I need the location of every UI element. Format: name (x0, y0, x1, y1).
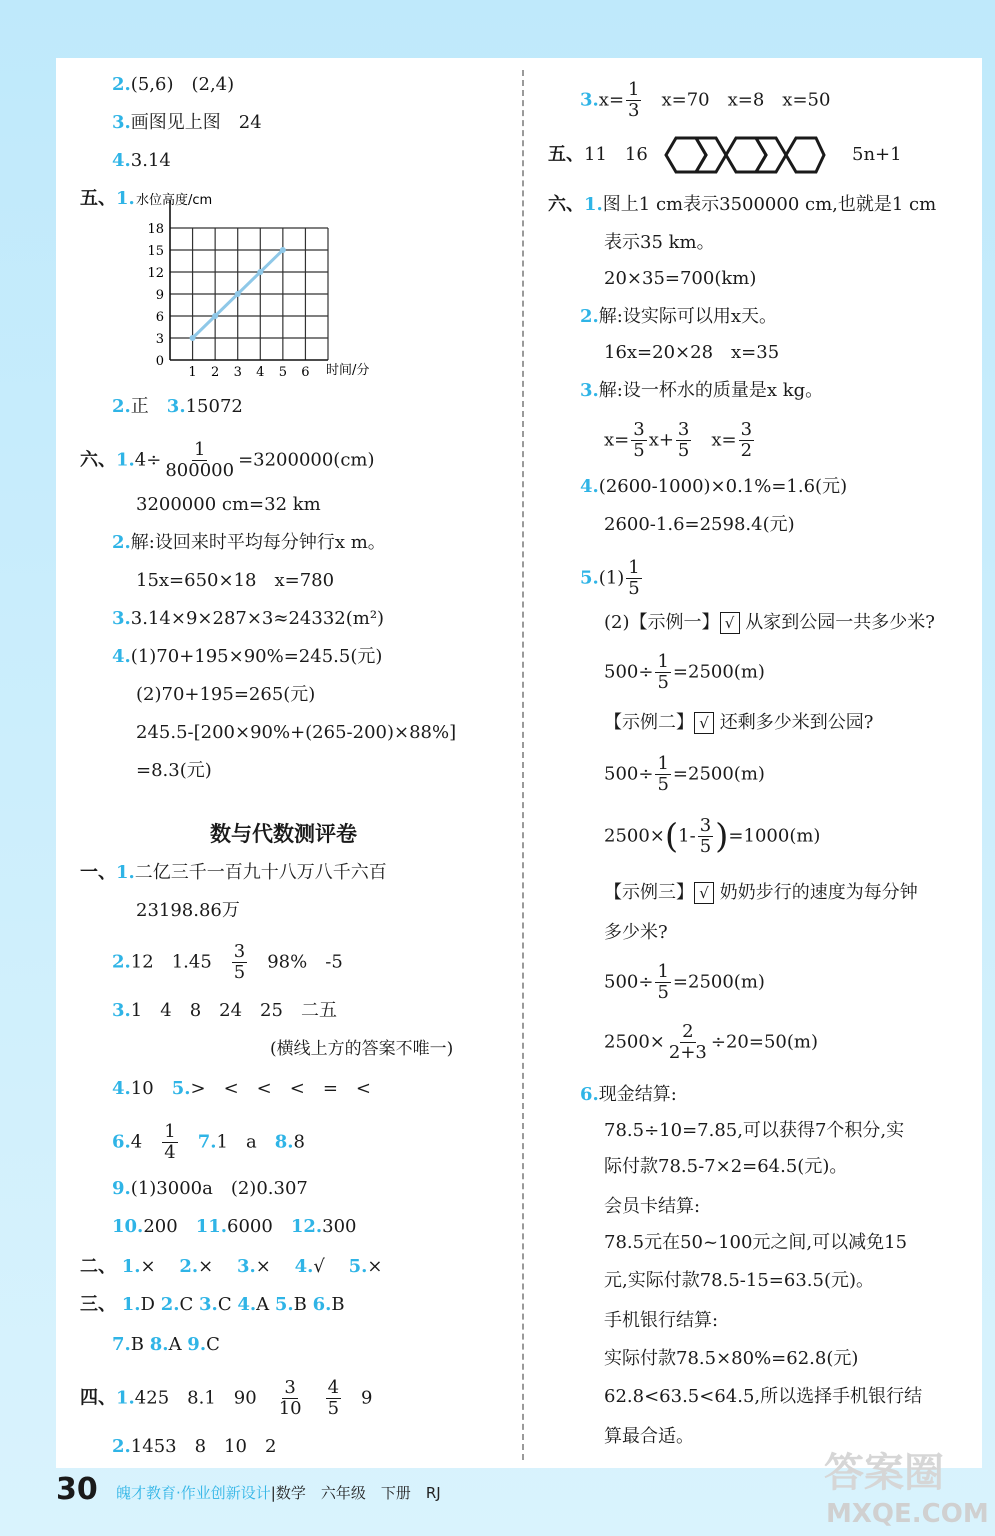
right-line-20 (604, 962, 765, 1003)
x-tick-label: 1 (188, 365, 197, 380)
item-number: 3. (199, 1294, 218, 1315)
denominator: 5 (699, 836, 712, 857)
footer-brand: 魄才教育·作业创新设计 (116, 1484, 271, 1502)
answer-text: √ (313, 1256, 325, 1277)
x-tick-label: 6 (301, 365, 310, 380)
left-line-26 (112, 1332, 220, 1358)
answer-text: =2500(m) (672, 661, 765, 683)
right-line-31: 算最合适。 (604, 1426, 694, 1447)
right-line-27: 元,实际付款78.5-15=63.5(元)。 (604, 1270, 874, 1291)
checkbox-checked-icon: √ (694, 712, 714, 734)
denominator: 2+3 (668, 1042, 707, 1063)
answer-text: 正 (130, 396, 149, 417)
item-number: 5. (274, 1294, 294, 1315)
answer-text: 9 (361, 1387, 373, 1409)
right-line-22 (580, 1082, 677, 1108)
answer-text: C (206, 1334, 220, 1355)
answer-text: 3.14 (130, 150, 171, 171)
item-number: 8. (149, 1334, 169, 1355)
item-number: 4. (112, 1078, 131, 1099)
item-number: 2. (112, 532, 131, 553)
answer-text: 解:设回来时平均每分钟行x m。 (130, 532, 386, 553)
answer-text: x= (711, 429, 737, 451)
item-number: 2. (112, 74, 131, 95)
numerator: 1 (628, 557, 640, 578)
denominator: 3 (628, 100, 640, 121)
y-tick-label: 12 (147, 266, 164, 281)
numerator: 1 (193, 439, 206, 460)
left-line-18 (112, 998, 337, 1024)
answer-text: (2600-1000)×0.1%=1.6(元) (598, 476, 848, 497)
x-tick-label: 4 (256, 365, 265, 380)
left-line-16: 23198.86万 (136, 900, 240, 921)
answer-text: 1 a (216, 1131, 257, 1153)
numerator: 3 (699, 815, 712, 836)
answer-text: 425 8.1 90 (134, 1387, 257, 1409)
item-number: 3. (112, 112, 131, 133)
denominator: 800000 (165, 460, 235, 481)
item-number: 12. (290, 1216, 323, 1237)
fraction (655, 754, 670, 795)
item-number: 4. (237, 1294, 257, 1315)
item-number: 9. (112, 1178, 131, 1199)
fraction (277, 1378, 304, 1419)
left-line-20 (112, 1076, 371, 1102)
answer-text: =1000(m) (728, 825, 821, 847)
right-line-28: 手机银行结算: (604, 1310, 719, 1331)
answer-text: 11 16 (584, 144, 648, 165)
right-line-26: 78.5元在50~100元之间,可以减免15 (604, 1232, 908, 1253)
fraction (667, 1022, 709, 1063)
answer-text: > < < < = < (190, 1078, 371, 1099)
fraction (326, 1378, 341, 1419)
item-number: 3. (112, 608, 131, 629)
right-line-8 (580, 378, 823, 404)
answer-text: 【示例三】 (604, 882, 694, 903)
watermark-url: MXQE.COM (826, 1499, 989, 1529)
section-number: 六、 (80, 449, 116, 471)
answer-text: B (293, 1294, 307, 1315)
answer-text: 1- (678, 825, 696, 847)
item-number: 4. (112, 646, 131, 667)
right-line-18 (604, 880, 918, 906)
close-paren: ) (715, 816, 729, 857)
left-line-23 (112, 1214, 357, 1240)
item-number: 2. (580, 306, 599, 327)
data-point (190, 335, 196, 341)
denominator: 5 (327, 1398, 340, 1419)
item-number: 3. (580, 380, 599, 401)
left-line-28 (112, 1434, 276, 1460)
left-line-22 (112, 1176, 308, 1202)
left-line-21 (112, 1122, 305, 1163)
denominator: 5 (657, 774, 669, 795)
answer-text: =3200000(cm) (238, 449, 375, 471)
answer-text: =2500(m) (672, 763, 765, 785)
right-line-29: 实际付款78.5×80%=62.8(元) (604, 1348, 859, 1369)
left-line-6 (80, 440, 375, 481)
x-tick-label: 2 (211, 365, 220, 380)
answer-text: A (168, 1334, 182, 1355)
item-number: 7. (197, 1131, 217, 1153)
fraction (655, 652, 670, 693)
checkbox-checked-icon: √ (720, 612, 740, 634)
right-line-5: 20×35=700(km) (604, 268, 757, 289)
chart-x-label: 时间/分 (326, 363, 370, 378)
y-tick-label: 6 (155, 310, 164, 325)
answer-text: 奶奶步行的速度为每分钟 (719, 882, 918, 903)
item-number: 3. (580, 89, 599, 111)
answer-text: 二亿三千一百九十八万八千六百 (134, 862, 387, 883)
numerator: 1 (657, 651, 669, 672)
left-line-2 (112, 110, 262, 136)
right-line-6 (580, 304, 777, 330)
denominator: 5 (633, 440, 645, 461)
left-line-15 (80, 860, 387, 886)
item-number: 5. (171, 1078, 191, 1099)
numerator: 3 (677, 419, 690, 440)
section-title: 数与代数测评卷 (210, 822, 357, 846)
left-line-12: (2)70+195=265(元) (136, 684, 316, 705)
item-number: 4. (580, 476, 599, 497)
right-line-15 (604, 710, 873, 736)
denominator: 10 (278, 1398, 302, 1419)
right-line-13 (604, 610, 935, 636)
left-line-19: (横线上方的答案不唯一) (270, 1039, 454, 1059)
watermark-title: 答案圈 (824, 1450, 944, 1496)
footer-separator: | (270, 1484, 276, 1502)
answer-text: 1 4 8 24 25 二五 (130, 1000, 337, 1021)
answer-text: C (217, 1294, 232, 1315)
item-number: 4. (294, 1256, 314, 1277)
denominator: 5 (233, 962, 246, 983)
right-line-24: 际付款78.5-7×2=64.5(元)。 (604, 1156, 848, 1177)
item-number: 6. (112, 1131, 131, 1153)
footer-book-info: 数学 六年级 下册 RJ (275, 1484, 441, 1502)
section-number: 二、 (80, 1256, 116, 1277)
open-paren: ( (664, 816, 679, 857)
answer-text: 500÷ (604, 763, 654, 785)
x-tick-label: 3 (233, 365, 242, 380)
page-number: 30 (56, 1472, 98, 1507)
answer-text: × (255, 1256, 271, 1277)
watermark-logo (800, 1440, 990, 1530)
y-tick-label: 9 (155, 288, 164, 303)
item-number: 2. (160, 1294, 180, 1315)
denominator: 5 (657, 982, 669, 1003)
answer-text: 4 (130, 1131, 143, 1153)
fraction (631, 420, 646, 461)
item-number: 5. (580, 567, 599, 589)
fraction (655, 962, 670, 1003)
numerator: 1 (628, 79, 640, 100)
item-number: 5. (348, 1256, 368, 1277)
x-tick-label: 5 (278, 365, 287, 380)
answer-text: 8 (293, 1131, 305, 1153)
answer-text: 300 (322, 1216, 357, 1237)
item-number: 2. (112, 1436, 131, 1457)
numerator: 2 (682, 1021, 694, 1042)
answer-text: × (198, 1256, 214, 1277)
item-number: 3. (112, 1000, 131, 1021)
left-line-27 (80, 1378, 373, 1419)
answer-text: B (331, 1294, 345, 1315)
right-line-19: 多少米? (604, 922, 668, 943)
answer-text: 98% -5 (267, 951, 343, 973)
answer-text: x= (604, 429, 630, 451)
right-line-12 (580, 558, 644, 599)
left-line-25 (80, 1292, 345, 1318)
item-number: 9. (187, 1334, 207, 1355)
y-tick-label: 0 (155, 354, 164, 369)
numerator: 3 (740, 419, 753, 440)
column-divider (522, 70, 524, 1460)
right-line-2b: 5n+1 (852, 144, 902, 165)
answer-text: 图上1 cm表示3500000 cm,也就是1 cm (602, 194, 937, 215)
answer-text: x= (598, 89, 625, 111)
numerator: 3 (284, 1377, 296, 1398)
left-line-17 (112, 942, 343, 983)
left-line-5 (112, 394, 243, 420)
numerator: 3 (233, 941, 246, 962)
answer-text: 15072 (185, 396, 243, 417)
answer-text: ÷20=50(m) (710, 1031, 818, 1053)
item-number: 11. (195, 1216, 228, 1237)
denominator: 5 (628, 578, 640, 599)
data-point (257, 269, 263, 275)
right-line-21 (604, 1022, 818, 1063)
item-number: 2. (179, 1256, 199, 1277)
data-point (280, 247, 286, 253)
y-tick-label: 18 (147, 222, 164, 237)
right-line-9 (604, 420, 756, 461)
right-line-4: 表示35 km。 (604, 232, 715, 253)
left-line-11 (112, 644, 382, 670)
answer-text: 6000 (227, 1216, 273, 1237)
answer-text: A (256, 1294, 270, 1315)
item-number: 1. (121, 1256, 141, 1277)
item-number: 8. (274, 1131, 294, 1153)
answer-text: 2500× (604, 1031, 665, 1053)
fraction (739, 420, 754, 461)
numerator: 1 (164, 1121, 176, 1142)
left-line-3 (112, 148, 171, 174)
chart-y-label: 水位高度/cm (136, 193, 213, 208)
answer-text: x=70 x=8 x=50 (661, 89, 831, 111)
answer-text: 还剩多少米到公园? (719, 712, 874, 733)
answer-text: 200 (143, 1216, 178, 1237)
data-point (212, 313, 218, 319)
answer-text: (1) (598, 567, 625, 589)
answer-text: 现金结算: (598, 1084, 677, 1105)
fraction (162, 1122, 177, 1163)
section-number: 五、 (80, 188, 116, 209)
section-number: 三、 (80, 1294, 116, 1315)
left-line-9: 15x=650×18 x=780 (136, 570, 335, 591)
left-line-8 (112, 530, 386, 556)
section-number: 四、 (80, 1387, 116, 1409)
right-line-3 (548, 192, 936, 218)
item-number: 1. (584, 194, 603, 215)
answer-text: 1453 8 10 2 (130, 1436, 277, 1457)
numerator: 1 (657, 961, 669, 982)
item-number: 2. (112, 396, 131, 417)
answer-text: 10 (130, 1078, 154, 1099)
answer-text: x+ (648, 429, 674, 451)
left-line-1 (112, 72, 234, 98)
answer-text: 3.14×9×287×3≈24332(m²) (130, 608, 385, 629)
section-number: 六、 (548, 194, 584, 215)
answer-text: D (140, 1294, 155, 1315)
footer-info (116, 1482, 441, 1503)
right-line-17 (604, 816, 820, 857)
right-line-23: 78.5÷10=7.85,可以获得7个积分,实 (604, 1120, 905, 1141)
right-line-1 (580, 80, 830, 121)
left-line-7: 3200000 cm=32 km (136, 494, 321, 515)
denominator: 4 (164, 1142, 176, 1163)
item-number: 3. (236, 1256, 256, 1277)
right-line-25: 会员卡结算: (604, 1196, 701, 1217)
left-line-24 (80, 1254, 383, 1280)
answer-text: × (367, 1256, 383, 1277)
denominator: 5 (677, 440, 690, 461)
water-level-chart (112, 192, 412, 382)
fraction (232, 942, 247, 983)
item-number: 1. (116, 449, 135, 471)
answer-text: (1)3000a (2)0.307 (130, 1178, 308, 1199)
y-tick-label: 3 (155, 332, 164, 347)
right-line-16 (604, 754, 765, 795)
section-number: 一、 (80, 862, 116, 883)
right-line-7: 16x=20×28 x=35 (604, 342, 780, 363)
item-number: 3. (166, 396, 186, 417)
answer-text: 500÷ (604, 971, 654, 993)
answer-text: (5,6) (2,4) (130, 74, 235, 95)
left-line-10 (112, 606, 384, 632)
y-tick-label: 15 (147, 244, 164, 259)
numerator: 4 (327, 1377, 340, 1398)
denominator: 2 (740, 440, 753, 461)
numerator: 1 (657, 753, 669, 774)
numerator: 3 (633, 419, 645, 440)
answer-text: 解:设一杯水的质量是x kg。 (598, 380, 824, 401)
answer-text: 500÷ (604, 661, 654, 683)
checkbox-checked-icon: √ (694, 882, 714, 904)
left-line-14: =8.3(元) (136, 760, 212, 781)
answer-text: C (179, 1294, 194, 1315)
right-line-2 (548, 142, 648, 168)
fraction (676, 420, 691, 461)
item-number: 6. (580, 1084, 599, 1105)
item-number: 2. (112, 951, 131, 973)
answer-text: 12 1.45 (130, 951, 212, 973)
section-number: 五、 (548, 144, 584, 165)
denominator: 5 (657, 672, 669, 693)
item-number: 4. (112, 150, 131, 171)
answer-text: × (140, 1256, 156, 1277)
answer-text: (2)【示例一】 (604, 612, 720, 633)
right-line-10 (580, 474, 847, 500)
answer-text: 4÷ (134, 449, 162, 471)
answer-text: B (130, 1334, 145, 1355)
item-number: 7. (112, 1334, 131, 1355)
answer-text: (1)70+195×90%=245.5(元) (130, 646, 383, 667)
item-number: 1. (121, 1294, 141, 1315)
answer-text: 【示例二】 (604, 712, 694, 733)
answer-text: 2500× (604, 825, 665, 847)
item-number: 10. (112, 1216, 144, 1237)
left-line-13: 245.5-[200×90%+(265-200)×88%] (136, 722, 457, 743)
right-line-30: 62.8<63.5<64.5,所以选择手机银行结 (604, 1386, 923, 1407)
right-line-11: 2600-1.6=2598.4(元) (604, 514, 795, 535)
answer-text: 从家到公园一共多少米? (745, 612, 935, 633)
answer-text: 解:设实际可以用x天。 (598, 306, 778, 327)
item-number: 1. (116, 1387, 135, 1409)
item-number: 6. (312, 1294, 332, 1315)
data-point (235, 291, 241, 297)
answer-text: =2500(m) (672, 971, 765, 993)
answer-text: 画图见上图 24 (130, 112, 262, 133)
item-number: 1. (116, 862, 135, 883)
fraction (698, 816, 713, 857)
hexagon-chain-figure (656, 130, 828, 180)
right-line-14 (604, 652, 765, 693)
fraction (163, 440, 236, 481)
fraction (626, 558, 641, 599)
fraction (626, 80, 641, 121)
item-number: 1. (116, 188, 135, 209)
